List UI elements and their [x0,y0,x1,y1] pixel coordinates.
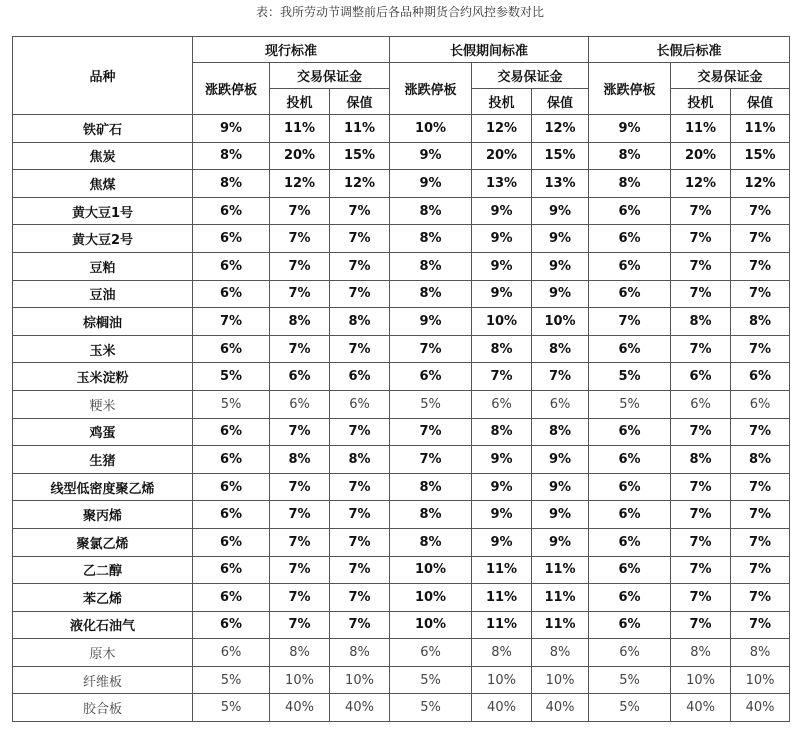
value-cell: 11% [330,115,390,143]
value-cell: 8% [193,142,270,170]
variety-name-cell: 线型低密度聚乙烯 [13,473,193,501]
value-cell: 9% [532,528,589,556]
value-cell: 9% [390,142,472,170]
table-row [13,170,790,198]
value-cell: 7% [390,446,472,474]
variety-name-cell: 生猪 [13,446,193,474]
variety-name-cell: 玉米淀粉 [13,363,193,391]
variety-name-cell: 聚氯乙烯 [13,528,193,556]
value-cell: 8% [270,639,330,667]
value-cell: 11% [532,611,589,639]
header-speculation: 投机 [270,89,330,115]
value-cell: 7% [390,335,472,363]
value-cell: 6% [532,390,589,418]
value-cell: 7% [731,335,790,363]
value-cell: 7% [671,225,731,253]
variety-name-cell: 黄大豆1号 [13,197,193,225]
value-cell: 10% [532,308,589,336]
variety-name-cell: 粳米 [13,390,193,418]
value-cell: 5% [193,666,270,694]
variety-name-cell: 聚丙烯 [13,501,193,529]
value-cell: 5% [589,363,671,391]
value-cell: 5% [193,390,270,418]
value-cell: 9% [532,252,589,280]
value-cell: 8% [193,170,270,198]
value-cell: 7% [330,611,390,639]
value-cell: 20% [671,142,731,170]
value-cell: 7% [532,363,589,391]
value-cell: 7% [731,418,790,446]
value-cell: 7% [330,528,390,556]
value-cell: 6% [193,556,270,584]
value-cell: 7% [270,280,330,308]
value-cell: 7% [671,335,731,363]
value-cell: 12% [671,170,731,198]
value-cell: 6% [472,390,532,418]
value-cell: 6% [193,611,270,639]
header-hedge: 保值 [731,89,790,115]
value-cell: 7% [589,308,671,336]
table-row [13,252,790,280]
value-cell: 20% [270,142,330,170]
variety-name-cell: 焦煤 [13,170,193,198]
value-cell: 9% [532,197,589,225]
value-cell: 7% [731,197,790,225]
value-cell: 7% [671,501,731,529]
header-speculation: 投机 [671,89,731,115]
value-cell: 7% [671,611,731,639]
value-cell: 6% [193,252,270,280]
value-cell: 7% [330,556,390,584]
value-cell: 10% [390,584,472,612]
value-cell: 9% [193,115,270,143]
value-cell: 7% [270,528,330,556]
header-margin: 交易保证金 [472,63,589,89]
value-cell: 7% [330,197,390,225]
value-cell: 10% [472,308,532,336]
table-row [13,142,790,170]
value-cell: 7% [731,556,790,584]
value-cell: 6% [330,390,390,418]
value-cell: 9% [472,252,532,280]
value-cell: 10% [731,666,790,694]
value-cell: 7% [193,308,270,336]
variety-name-cell: 胶合板 [13,694,193,722]
value-cell: 7% [731,473,790,501]
value-cell: 8% [472,335,532,363]
value-cell: 10% [270,666,330,694]
value-cell: 10% [390,115,472,143]
value-cell: 9% [472,446,532,474]
value-cell: 13% [472,170,532,198]
value-cell: 8% [330,308,390,336]
value-cell: 10% [671,666,731,694]
value-cell: 40% [532,694,589,722]
value-cell: 7% [731,252,790,280]
value-cell: 12% [472,115,532,143]
variety-name-cell: 乙二醇 [13,556,193,584]
table-row [13,666,790,694]
value-cell: 6% [589,556,671,584]
value-cell: 8% [390,473,472,501]
value-cell: 10% [390,611,472,639]
value-cell: 6% [589,473,671,501]
value-cell: 7% [330,280,390,308]
table-row [13,335,790,363]
value-cell: 5% [390,390,472,418]
value-cell: 8% [390,252,472,280]
table-row [13,556,790,584]
value-cell: 8% [731,639,790,667]
value-cell: 7% [390,418,472,446]
value-cell: 7% [270,197,330,225]
value-cell: 11% [532,556,589,584]
value-cell: 15% [532,142,589,170]
header-group-holiday: 长假期间标准 [390,37,589,63]
value-cell: 8% [472,639,532,667]
header-hedge: 保值 [330,89,390,115]
table-row [13,446,790,474]
value-cell: 10% [330,666,390,694]
value-cell: 9% [472,501,532,529]
value-cell: 9% [472,197,532,225]
value-cell: 40% [270,694,330,722]
table-body [13,115,790,722]
value-cell: 8% [330,446,390,474]
variety-name-cell: 鸡蛋 [13,418,193,446]
value-cell: 7% [330,584,390,612]
value-cell: 8% [390,225,472,253]
value-cell: 6% [589,446,671,474]
value-cell: 6% [731,390,790,418]
value-cell: 9% [532,446,589,474]
value-cell: 6% [193,280,270,308]
value-cell: 6% [330,363,390,391]
value-cell: 11% [472,584,532,612]
table-row [13,501,790,529]
value-cell: 12% [330,170,390,198]
value-cell: 8% [589,170,671,198]
value-cell: 11% [532,584,589,612]
value-cell: 9% [532,280,589,308]
value-cell: 6% [589,639,671,667]
value-cell: 5% [390,666,472,694]
variety-name-cell: 纤维板 [13,666,193,694]
variety-name-cell: 黄大豆2号 [13,225,193,253]
value-cell: 7% [270,611,330,639]
table-row [13,639,790,667]
value-cell: 9% [472,473,532,501]
value-cell: 6% [193,197,270,225]
value-cell: 7% [731,528,790,556]
value-cell: 8% [671,639,731,667]
value-cell: 6% [671,363,731,391]
value-cell: 6% [193,501,270,529]
value-cell: 7% [671,556,731,584]
value-cell: 10% [472,666,532,694]
value-cell: 15% [330,142,390,170]
value-cell: 6% [193,446,270,474]
value-cell: 5% [589,666,671,694]
value-cell: 7% [270,418,330,446]
value-cell: 7% [671,252,731,280]
value-cell: 7% [731,611,790,639]
value-cell: 9% [472,225,532,253]
value-cell: 9% [532,501,589,529]
value-cell: 9% [472,280,532,308]
value-cell: 6% [671,390,731,418]
table-row [13,308,790,336]
value-cell: 7% [330,252,390,280]
value-cell: 8% [731,308,790,336]
value-cell: 7% [330,225,390,253]
value-cell: 6% [589,335,671,363]
table-row [13,225,790,253]
value-cell: 5% [589,390,671,418]
value-cell: 12% [270,170,330,198]
value-cell: 5% [193,694,270,722]
header-margin: 交易保证金 [270,63,390,89]
variety-name-cell: 豆粕 [13,252,193,280]
value-cell: 8% [532,335,589,363]
value-cell: 6% [589,197,671,225]
header-hedge: 保值 [532,89,589,115]
value-cell: 10% [532,666,589,694]
value-cell: 6% [589,225,671,253]
value-cell: 9% [532,473,589,501]
value-cell: 7% [330,418,390,446]
value-cell: 8% [532,418,589,446]
value-cell: 9% [472,528,532,556]
value-cell: 6% [390,639,472,667]
value-cell: 6% [731,363,790,391]
value-cell: 8% [472,418,532,446]
header-limit: 涨跌停板 [193,63,270,115]
value-cell: 8% [270,446,330,474]
value-cell: 11% [472,556,532,584]
value-cell: 11% [270,115,330,143]
value-cell: 6% [193,473,270,501]
value-cell: 7% [671,473,731,501]
value-cell: 8% [330,639,390,667]
risk-parameter-table [12,36,790,722]
value-cell: 7% [731,280,790,308]
variety-name-cell: 玉米 [13,335,193,363]
value-cell: 7% [270,473,330,501]
variety-name-cell: 焦炭 [13,142,193,170]
variety-name-cell: 棕榈油 [13,308,193,336]
value-cell: 5% [390,694,472,722]
header-limit: 涨跌停板 [589,63,671,115]
value-cell: 7% [671,197,731,225]
value-cell: 9% [390,308,472,336]
value-cell: 40% [731,694,790,722]
value-cell: 8% [731,446,790,474]
value-cell: 7% [270,584,330,612]
value-cell: 7% [472,363,532,391]
value-cell: 7% [671,584,731,612]
table-row [13,528,790,556]
table-row [13,197,790,225]
value-cell: 7% [270,501,330,529]
value-cell: 7% [270,225,330,253]
value-cell: 40% [671,694,731,722]
value-cell: 12% [731,170,790,198]
value-cell: 20% [472,142,532,170]
value-cell: 8% [532,639,589,667]
variety-name-cell: 液化石油气 [13,611,193,639]
value-cell: 15% [731,142,790,170]
table-row [13,280,790,308]
value-cell: 6% [270,363,330,391]
header-speculation: 投机 [472,89,532,115]
table-row [13,473,790,501]
value-cell: 7% [270,335,330,363]
value-cell: 12% [532,115,589,143]
value-cell: 6% [193,639,270,667]
value-cell: 7% [270,252,330,280]
value-cell: 8% [671,308,731,336]
value-cell: 6% [193,584,270,612]
value-cell: 6% [589,584,671,612]
value-cell: 7% [330,501,390,529]
value-cell: 6% [193,418,270,446]
value-cell: 7% [671,280,731,308]
value-cell: 7% [731,225,790,253]
variety-name-cell: 原木 [13,639,193,667]
value-cell: 6% [589,280,671,308]
value-cell: 6% [589,611,671,639]
table-row [13,363,790,391]
variety-name-cell: 苯乙烯 [13,584,193,612]
header-limit: 涨跌停板 [390,63,472,115]
table-row [13,390,790,418]
value-cell: 6% [589,252,671,280]
value-cell: 5% [193,363,270,391]
value-cell: 7% [671,418,731,446]
table-caption: 表：我所劳动节调整前后各品种期货合约风控参数对比 [255,5,544,19]
value-cell: 8% [390,501,472,529]
value-cell: 7% [330,335,390,363]
value-cell: 7% [330,473,390,501]
value-cell: 7% [270,556,330,584]
value-cell: 40% [330,694,390,722]
value-cell: 6% [589,528,671,556]
value-cell: 6% [270,390,330,418]
value-cell: 6% [589,501,671,529]
variety-name-cell: 豆油 [13,280,193,308]
header-margin: 交易保证金 [671,63,790,89]
value-cell: 8% [589,142,671,170]
value-cell: 10% [390,556,472,584]
value-cell: 13% [532,170,589,198]
value-cell: 6% [390,363,472,391]
value-cell: 6% [193,225,270,253]
header-group-current: 现行标准 [193,37,390,63]
variety-name-cell: 铁矿石 [13,115,193,143]
value-cell: 6% [193,528,270,556]
value-cell: 9% [589,115,671,143]
value-cell: 5% [589,694,671,722]
value-cell: 11% [671,115,731,143]
value-cell: 7% [671,528,731,556]
header-group-after: 长假后标准 [589,37,790,63]
table-row [13,584,790,612]
value-cell: 9% [532,225,589,253]
value-cell: 8% [390,528,472,556]
header-variety: 品种 [13,37,193,115]
value-cell: 8% [390,197,472,225]
table-row [13,418,790,446]
value-cell: 9% [390,170,472,198]
value-cell: 11% [472,611,532,639]
value-cell: 8% [671,446,731,474]
value-cell: 7% [731,584,790,612]
table-row [13,611,790,639]
value-cell: 11% [731,115,790,143]
value-cell: 8% [390,280,472,308]
value-cell: 6% [589,418,671,446]
table-row [13,694,790,722]
value-cell: 40% [472,694,532,722]
value-cell: 8% [270,308,330,336]
value-cell: 6% [193,335,270,363]
value-cell: 7% [731,501,790,529]
table-row [13,115,790,143]
